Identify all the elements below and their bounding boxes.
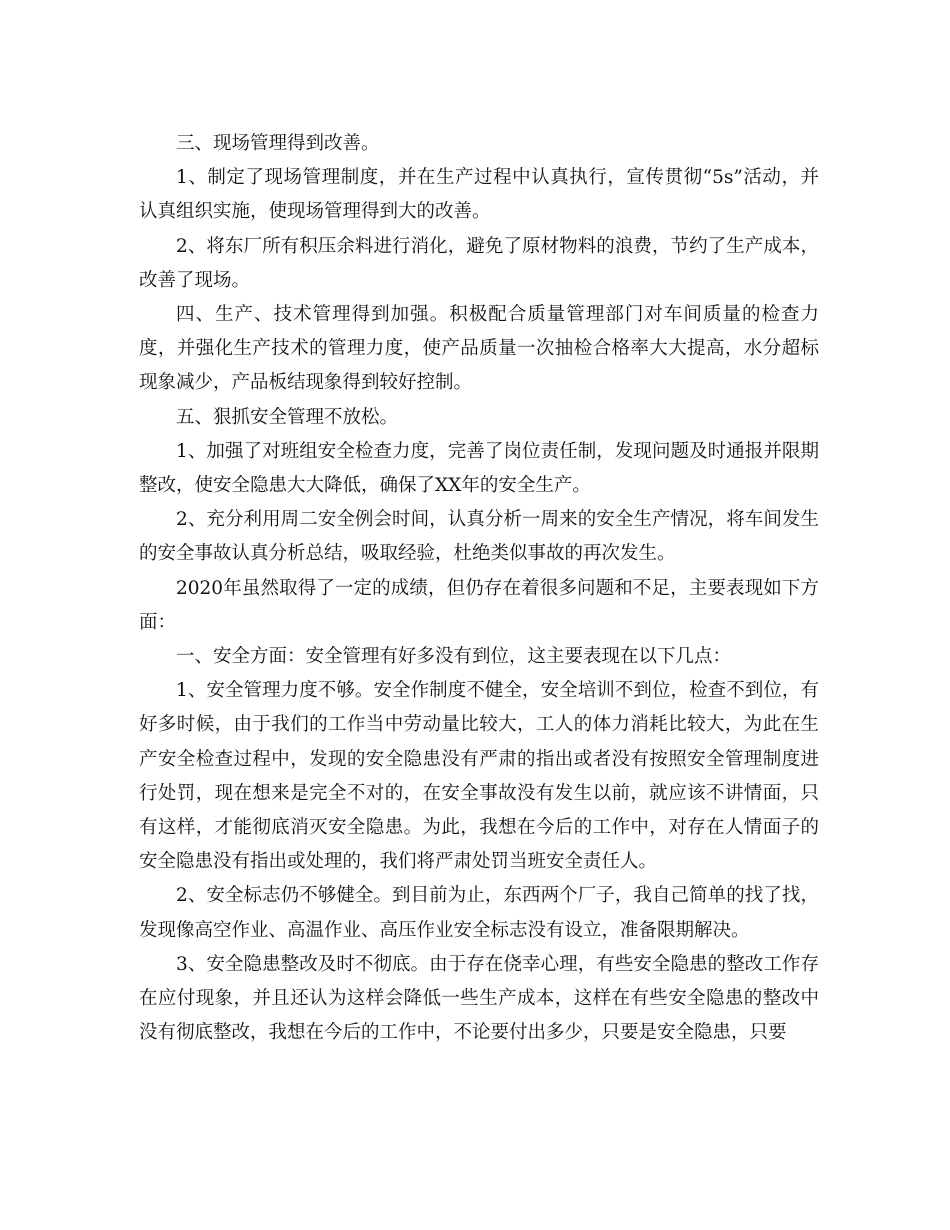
paragraph-section-3-heading: 三、现场管理得到改善。 (176, 133, 380, 154)
paragraph-site-management-1: 1、制定了现场管理制度，并在生产过程中认真执行，宣传贯彻“5s”活动，并认真组织实施，使现场管理得到大的改善。 (139, 167, 819, 223)
paragraph-section-4: 四、生产、技术管理得到加强。积极配合质量管理部门对车间质量的检查力度，并强化生产技术的管理力度，使产品质量一次抽检合格率大大提高，水分超标现象减少，产品板结现象得到较好控制。 (139, 304, 819, 394)
paragraph-safety-2: 2、充分利用周二安全例会时间，认真分析一周来的安全生产情况，将车间发生的安全事故认真分析总结，吸取经验，杜绝类似事故的再次发生。 (139, 509, 819, 565)
document-body (139, 127, 819, 1050)
paragraph-shortcomings-intro: 2020年虽然取得了一定的成绩，但仍存在着很多问题和不足，主要表现如下方面： (139, 577, 819, 633)
paragraph-shortcoming-3: 3、安全隐患整改及时不彻底。由于存在侥幸心理，有些安全隐患的整改工作存在应付现象，并且还认为这样会降低一些生产成本，这样在有些安全隐患的整改中没有彻底整改，我想在今后的工作中，不论要付出多少，只要是安全隐患，只要 (139, 953, 819, 1044)
paragraph-shortcoming-2: 2、安全标志仍不够健全。到目前为止，东西两个厂子，我自己简单的找了找，发现像高空作业、高温作业、高压作业安全标志没有设立，准备限期解决。 (139, 885, 819, 941)
paragraph-shortcomings-safety-heading: 一、安全方面：安全管理有好多没有到位，这主要表现在以下几点： (176, 646, 732, 668)
paragraph-safety-1: 1、加强了对班组安全检查力度，完善了岗位责任制，发现问题及时通报并限期整改，使安全隐患大大降低，确保了XX年的安全生产。 (139, 440, 819, 497)
paragraph-shortcoming-1: 1、安全管理力度不够。安全作制度不健全，安全培训不到位，检查不到位，有好多时候，由于我们的工作当中劳动量比较大，工人的体力消耗比较大，为此在生产安全检查过程中，发现的安全隐患没有严肃的指出或者没有按照安全管理制度进行处罚，现在想来是完全不对的，在安全事故没有发生以前，就应该不讲情面，只有这样，才能彻底消灭安全隐患。为此，我想在今后的工作中，对存在人情面子的安全隐患没有指出或处理的，我们将严肃处罚当班安全责任人。 (139, 680, 819, 873)
paragraph-section-5-heading: 五、狠抓安全管理不放松。 (176, 406, 399, 428)
paragraph-site-management-2: 2、将东厂所有积压余料进行消化，避免了原材物料的浪费，节约了生产成本，改善了现场。 (139, 235, 819, 291)
